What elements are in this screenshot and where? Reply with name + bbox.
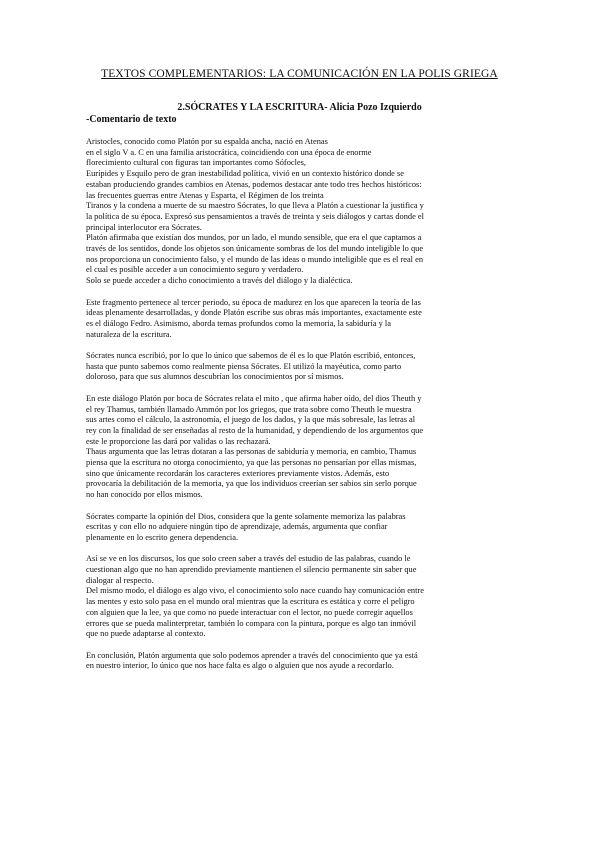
text-line: Así se ve en los discursos, los que solo creen saber a través del estudio de las palabras, cuando le (86, 554, 411, 564)
text-line: Este fragmento pertenece al tercer periodo, su época de madurez en los que aparecen la teoría de las (86, 297, 421, 307)
text-line: piensa que la escritura no otorga conocimiento, ya que las personas no pensarían por ellas mismas, (86, 458, 417, 468)
text-line: el cual es posible acceder a un conocimiento seguro y verdadero. (86, 265, 304, 275)
paragraph (86, 298, 516, 341)
text-line: sus artes como el cálculo, la astronomía, el juego de los dados, y la que más sobresale, las letras al (86, 415, 416, 425)
text-line: provocaría la debilitación de la memoria, ya que los individuos creerían ser sabios sin serlo porque (86, 479, 417, 489)
paragraph (86, 554, 516, 640)
paragraph (86, 137, 516, 287)
text-line: las mentes y esto solo pasa en el mundo oral mientras que la escritura es estática y corre el peligro (86, 597, 415, 607)
paragraph (86, 394, 516, 501)
text-line: Platón afirmaba que existían dos mundos, por un lado, el mundo sensible, que era el que captamos a (86, 233, 422, 243)
text-line: escritas y con ello no adquiere ningún tipo de aprendizaje, además, argumenta que confiar (86, 522, 388, 532)
text-line: Sócrates comparte la opinión del Dios, considera que la gente solamente memoriza las palabras (86, 511, 406, 521)
text-line: Del mismo modo, el diálogo es algo vivo, el conocimiento solo nace cuando hay comunicación entre (86, 586, 424, 596)
text-line: doloroso, para que sus alumnos descubrían los conocimientos por sí mismos. (86, 372, 344, 382)
text-line: el rey Thamus, también llamado Ammón por los griegos, que trata sobre como Theuth le muestra (86, 404, 412, 414)
text-line: plenamente en lo escrito genera dependencia. (86, 532, 239, 542)
text-line: estaban produciendo grandes cambios en Atenas, podemos destacar ante todo tres hechos históricos: (86, 179, 422, 189)
text-line: hasta que punto sabemos como realmente piensa Sócrates. El utilizó la mayéutica, como parto (86, 361, 402, 371)
text-line: Thaus argumenta que las letras dotaran a las personas de sabiduría y memoria, en cambio, Thamus (86, 447, 417, 457)
paragraph (86, 351, 516, 383)
paragraph (86, 651, 516, 672)
text-line: Eurípides y Esquilo pero de gran inestabilidad política, vivió en un contexto histórico donde se (86, 169, 404, 179)
text-line: dialogar al respecto. (86, 575, 154, 585)
text-line: ideas plenamente desarrolladas, y donde Platón escribe sus obras más importantes, exactamente este (86, 308, 422, 318)
text-line: Sócrates nunca escribió, por lo que lo único que sabemos de él es lo que Platón escribió, entonces, (86, 351, 416, 361)
text-line: Solo se puede acceder a dicho conocimiento a través del diálogo y la dialéctica. (86, 276, 353, 286)
text-line: Tiranos y la condena a muerte de su maestro Sócrates, lo que lleva a Platón a cuestionar la justifica y (86, 201, 424, 211)
text-line: florecimiento cultural con figuras tan importantes como Sófocles, (86, 158, 307, 168)
text-line: naturaleza de la escritura. (86, 329, 172, 339)
text-line: rey con la finalidad de ser enseñadas al resto de la humanidad, y dependiendo de los argumentos que (86, 425, 424, 435)
paragraph (86, 512, 516, 544)
text-line: Aristocles, conocido como Platón por su espalda ancha, nació en Atenas (86, 137, 328, 146)
text-line: las frecuentes guerras entre Atenas y Esparta, el Régimen de los treinta (86, 190, 324, 200)
document-body (86, 137, 516, 683)
section-subtitle: 2.SÓCRATES Y LA ESCRITURA- Alicia Pozo Izquierdo (177, 102, 422, 113)
text-line: En este diálogo Platón por boca de Sócrates relata el mito , que afirma haber oído, del dios Theuth y (86, 393, 422, 403)
text-line: principal interlocutor era Sócrates. (86, 222, 202, 232)
document-title: TEXTOS COMPLEMENTARIOS: LA COMUNICACIÓN EN LA POLIS GRIEGA (101, 68, 498, 80)
text-line: la política de su época. Expresó sus pensamientos a través de treinta y seis diálogos y cartas donde el (86, 211, 424, 221)
text-line: través de los sentidos, donde los objetos son únicamente sombras de los del mundo inteligible lo que (86, 244, 424, 254)
text-line: nos proporciona un conocimiento falso, y el mundo de las ideas o mundo inteligible que es el real en (86, 254, 424, 264)
text-line: En conclusión, Platón argumenta que solo podemos aprender a través del conocimiento que ya está (86, 650, 418, 660)
text-line: errores que se pueda malinterpretar, también lo compara con la pintura, porque es algo tan inmóvil (86, 618, 417, 628)
text-line: con alguien que la lee, ya que como no puede interactuar con el lector, no puede corregir aquellos (86, 607, 413, 617)
text-line: en nuestro interior, lo único que nos hace falta es algo o alguien que nos ayude a recordarlo. (86, 661, 394, 671)
text-line: este le proporcione las dará por validas o las rechazará. (86, 436, 271, 446)
text-line: que no puede adaptarse al contexto. (86, 629, 206, 639)
text-line: en el siglo V a. C en una familia aristocrática, coincidiendo con una época de enorme (86, 147, 372, 157)
text-line: no han conocido por ellos mismos. (86, 490, 203, 500)
text-line: sino que únicamente recordarán los caracteres exteriores previamente vistos. Además, esto (86, 468, 390, 478)
text-line: cuestionan algo que no han aprendido previamente mantienen el silencio permanente sin saber que (86, 565, 417, 575)
comment-heading: -Comentario de texto (86, 114, 177, 125)
text-line: es el diálogo Fedro. Asimismo, aborda temas profundos como la memoria, la sabiduría y la (86, 318, 391, 328)
